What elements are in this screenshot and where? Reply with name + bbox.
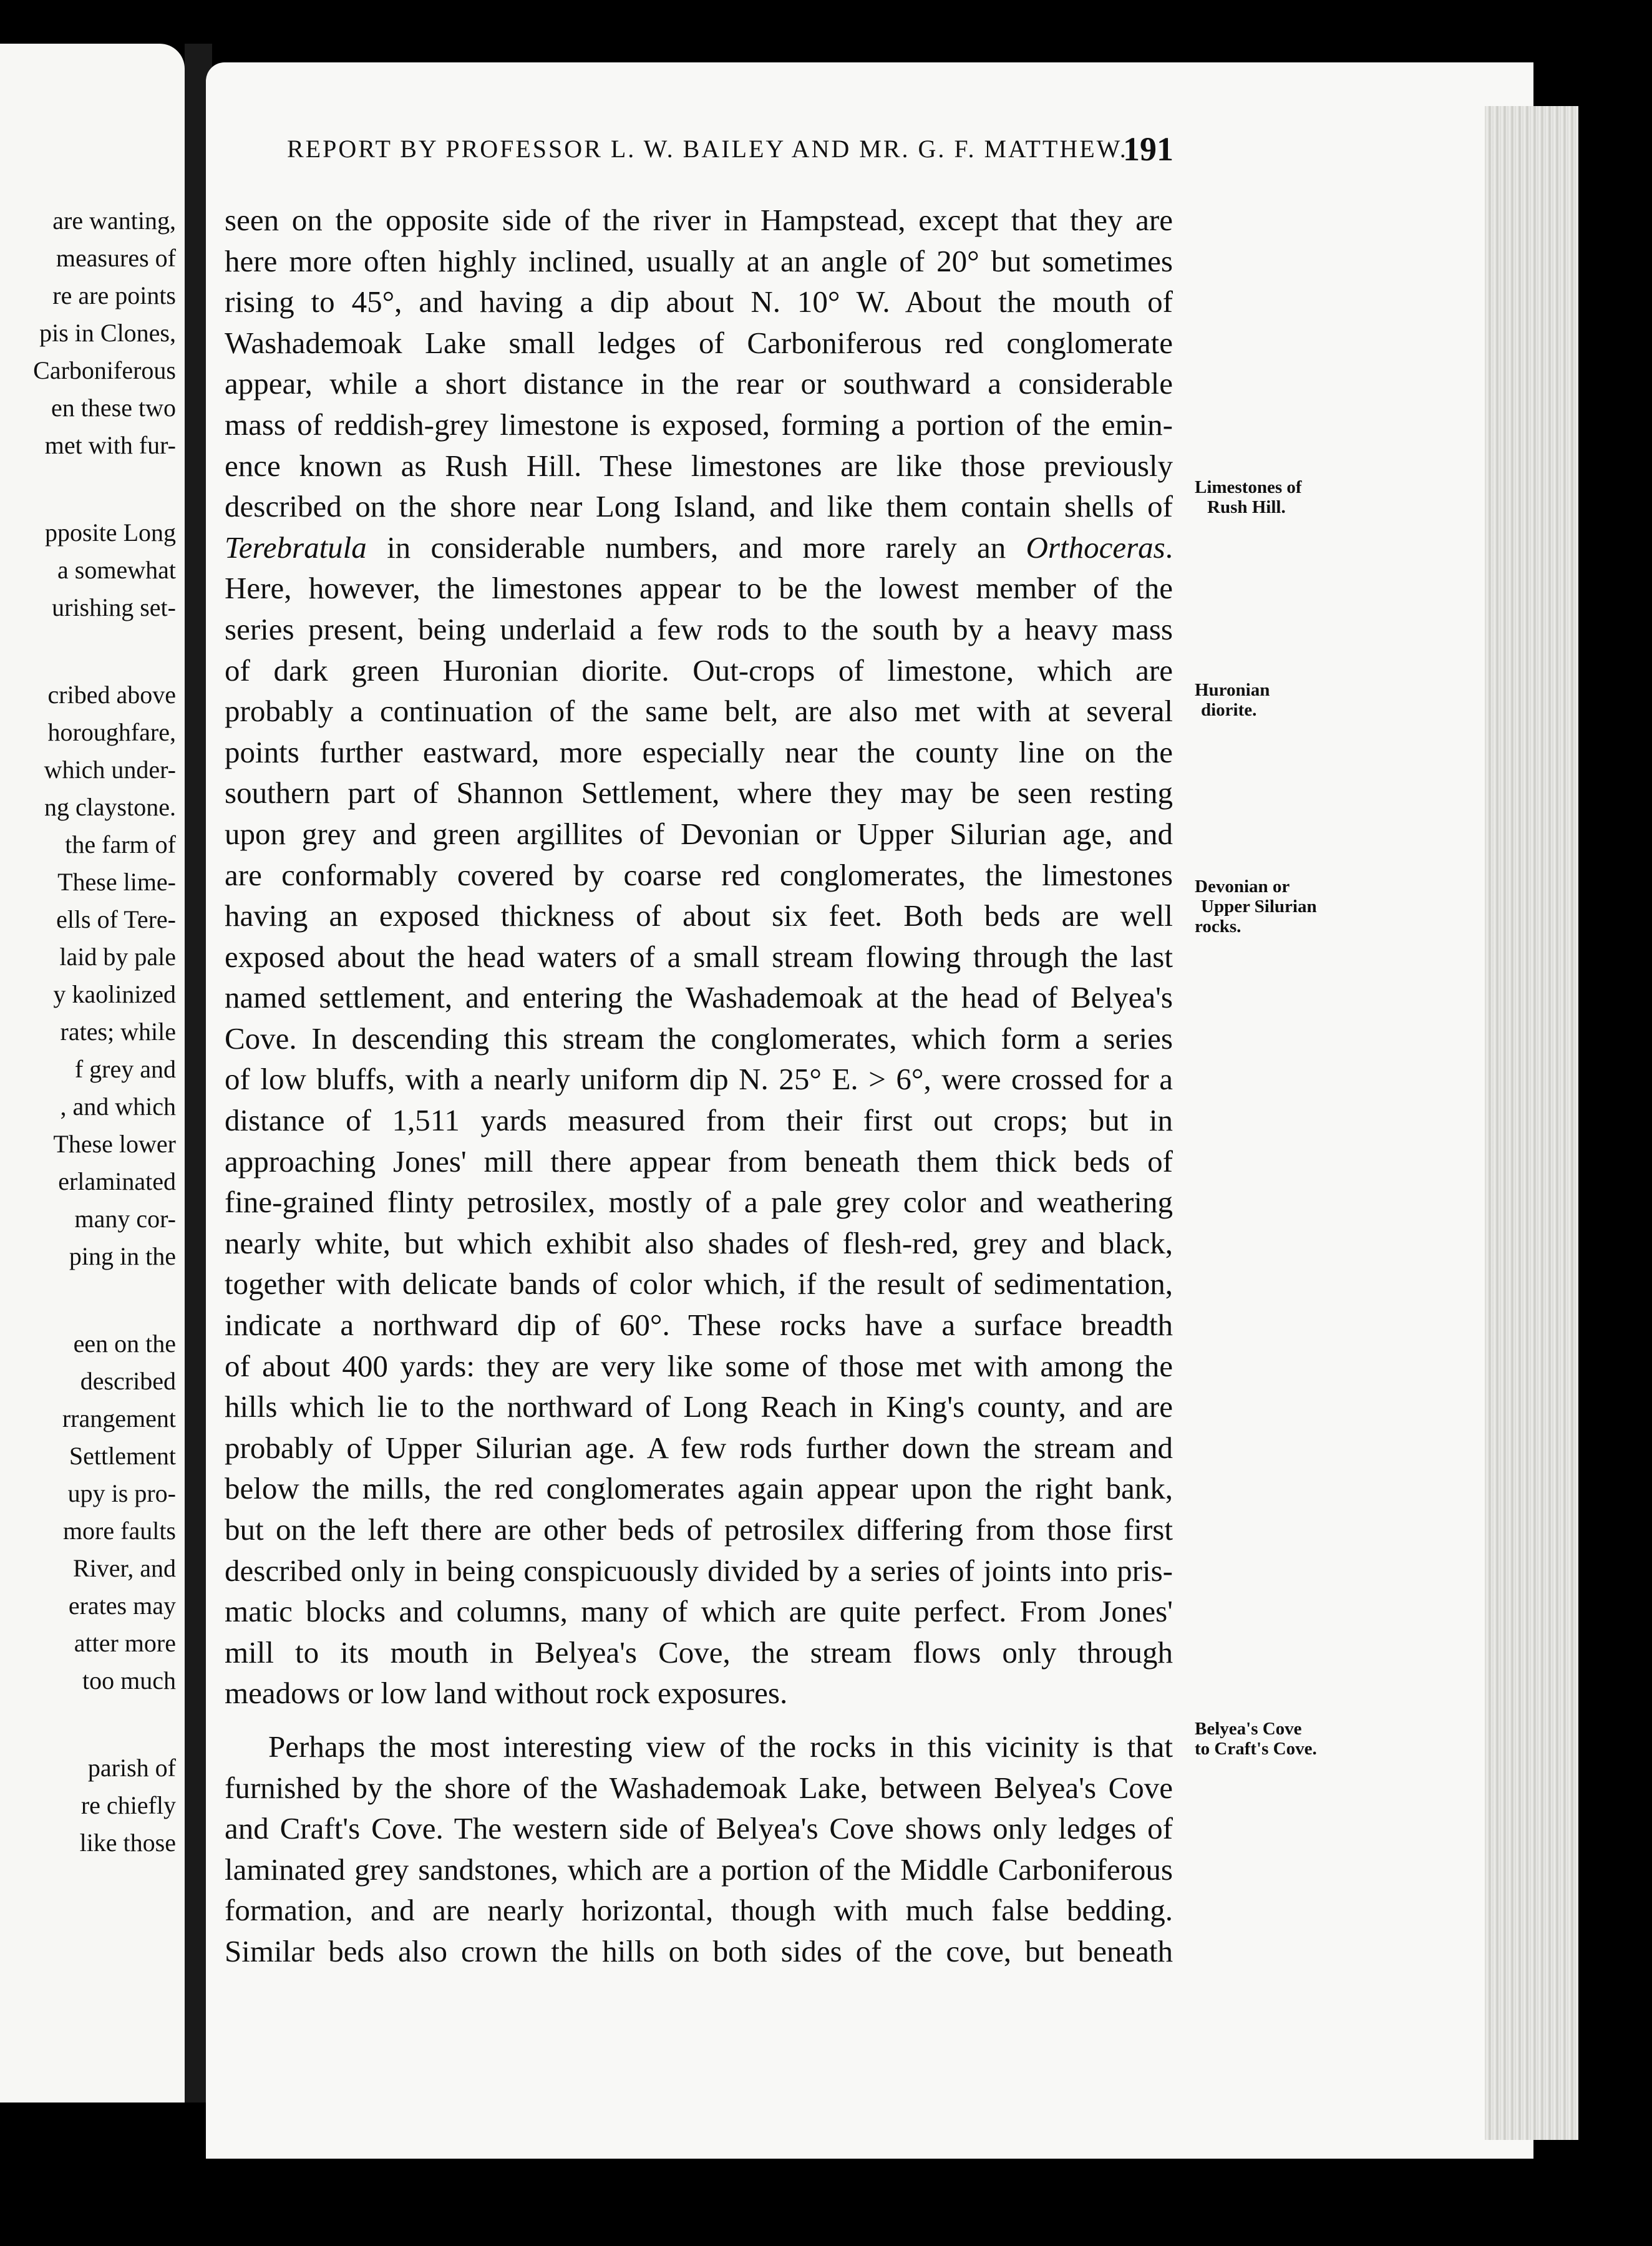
facing-page-line: ells of Tere- bbox=[56, 905, 176, 933]
text-line: formation, and are nearly horizontal, though with much false bedding. bbox=[225, 1893, 1173, 1928]
facing-page bbox=[0, 44, 185, 2103]
facing-page-line: cribed above bbox=[47, 681, 176, 709]
text-line: indicate a northward dip of 60°. These rocks have a surface breadth bbox=[225, 1308, 1173, 1343]
text-line: ence known as Rush Hill. These limestones are like those previously bbox=[225, 448, 1173, 483]
text-line: fine-grained flinty petrosilex, mostly of a pale grey color and weathering bbox=[225, 1185, 1173, 1220]
text-line: and Craft's Cove. The western side of Belyea's Cove shows only ledges of bbox=[225, 1811, 1173, 1846]
text-line: described on the shore near Long Island, and like them contain shells of bbox=[225, 489, 1173, 524]
facing-page-line: erlaminated bbox=[58, 1167, 176, 1195]
text-line: Terebratula in considerable numbers, and more rarely an Orthoceras. bbox=[225, 530, 1173, 565]
margin-note-line: Limestones of bbox=[1195, 477, 1302, 497]
facing-page-line: more faults bbox=[62, 1517, 176, 1545]
margin-note-line: Rush Hill. bbox=[1207, 497, 1286, 517]
page-edges bbox=[1485, 106, 1578, 2140]
text-line: are conformably covered by coarse red conglomerates, the limestones bbox=[225, 857, 1173, 892]
facing-page-line: River, and bbox=[72, 1554, 176, 1582]
text-line: laminated grey sandstones, which are a portion of the Middle Carboniferous bbox=[225, 1852, 1173, 1887]
facing-page-line: measures of bbox=[56, 244, 176, 272]
running-head: REPORT BY PROFESSOR L. W. BAILEY AND MR. G. F. MATTHEW. bbox=[287, 135, 1128, 163]
margin-note-line: Upper Silurian bbox=[1201, 897, 1317, 916]
facing-page-line: en these two bbox=[51, 394, 176, 422]
text-line: meadows or low land without rock exposures. bbox=[225, 1676, 788, 1711]
text-line: furnished by the shore of the Washademoak Lake, between Belyea's Cove bbox=[225, 1770, 1173, 1805]
facing-page-line: atter more bbox=[74, 1629, 176, 1657]
margin-note-devonian bbox=[1195, 877, 1317, 936]
facing-page-line: many cor- bbox=[74, 1205, 176, 1233]
facing-page-line: met with fur- bbox=[44, 431, 176, 459]
text-line: upon grey and green argillites of Devonian or Upper Silurian age, and bbox=[225, 816, 1173, 851]
facing-page-line: f grey and bbox=[74, 1055, 176, 1083]
facing-page-line: pposite Long bbox=[45, 518, 176, 547]
page-number: 191 bbox=[1123, 130, 1173, 168]
text-line: mass of reddish-grey limestone is exposed, forming a portion of the emin- bbox=[225, 407, 1173, 442]
margin-note-huronian bbox=[1195, 680, 1270, 720]
facing-page-line: urishing set- bbox=[52, 593, 176, 621]
text-line: seen on the opposite side of the river in Hampstead, except that they are bbox=[225, 203, 1173, 237]
text-line: hills which lie to the northward of Long Reach in King's county, and are bbox=[225, 1389, 1173, 1424]
facing-page-line: re are points bbox=[52, 281, 176, 309]
text-line: matic blocks and columns, many of which are quite perfect. From Jones' bbox=[225, 1594, 1173, 1629]
margin-note-line: Belyea's Cove bbox=[1195, 1719, 1302, 1739]
text-line: probably a continuation of the same belt, are also met with at several bbox=[225, 694, 1173, 729]
facing-page-line: rates; while bbox=[60, 1018, 176, 1046]
facing-page-line: ng claystone. bbox=[44, 793, 176, 821]
facing-page-line: like those bbox=[79, 1829, 176, 1857]
facing-page-line: parish of bbox=[87, 1754, 176, 1782]
text-line: rising to 45°, and having a dip about N. 10° W. About the mouth of bbox=[225, 284, 1173, 319]
margin-note-rush-hill bbox=[1195, 477, 1302, 517]
margin-note-line: Devonian or bbox=[1195, 877, 1290, 897]
facing-page-line: rrangement bbox=[62, 1404, 176, 1432]
text-line: having an exposed thickness of about six feet. Both beds are well bbox=[225, 898, 1173, 933]
body-text bbox=[225, 200, 1173, 1972]
facing-page-line: upy is pro- bbox=[67, 1479, 176, 1507]
text-line: Similar beds also crown the hills on both sides of the cove, but beneath bbox=[225, 1933, 1173, 1968]
text-line: described only in being conspicuously divided by a series of joints into pris- bbox=[225, 1553, 1173, 1588]
facing-page-line: re chiefly bbox=[80, 1791, 176, 1819]
margin-note-line: rocks. bbox=[1195, 916, 1241, 936]
facing-page-line: , and which bbox=[60, 1092, 176, 1121]
facing-page-line: Carboniferous bbox=[33, 356, 176, 384]
facing-page-line: een on the bbox=[73, 1330, 176, 1358]
text-line: together with delicate bands of color which, if the result of sedimentation, bbox=[225, 1266, 1173, 1301]
margin-note-belyeas-cove bbox=[1195, 1719, 1317, 1759]
margin-note-line: diorite. bbox=[1201, 700, 1257, 720]
facing-page-line: a somewhat bbox=[57, 556, 176, 584]
facing-page-line: the farm of bbox=[65, 830, 176, 858]
facing-page-line: described bbox=[80, 1367, 176, 1395]
facing-page-line: are wanting, bbox=[52, 207, 176, 235]
facing-page-line: pis in Clones, bbox=[39, 319, 176, 347]
text-line: of low bluffs, with a nearly uniform dip N. 25° E. > 6°, were crossed for a bbox=[225, 1062, 1173, 1097]
text-line: appear, while a short distance in the rear or southward a considerable bbox=[225, 366, 1173, 401]
facing-page-line: erates may bbox=[68, 1592, 176, 1620]
text-line: points further eastward, more especially near the county line on the bbox=[225, 734, 1173, 769]
facing-page-line: These lower bbox=[53, 1130, 176, 1158]
text-line: nearly white, but which exhibit also shades of flesh-red, grey and black, bbox=[225, 1225, 1173, 1260]
text-line: distance of 1,511 yards measured from their first out crops; but in bbox=[225, 1103, 1173, 1138]
text-line: probably of Upper Silurian age. A few rods further down the stream and bbox=[225, 1430, 1173, 1465]
facing-page-line: horoughfare, bbox=[47, 718, 176, 746]
text-line: but on the left there are other beds of petrosilex differing from those first bbox=[225, 1512, 1173, 1547]
text-line: of about 400 yards: they are very like some of those met with among the bbox=[225, 1348, 1173, 1383]
text-line: series present, being underlaid a few rods to the south by a heavy mass bbox=[225, 611, 1173, 646]
text-line: approaching Jones' mill there appear from beneath them thick beds of bbox=[225, 1144, 1173, 1179]
facing-page-line: Settlement bbox=[69, 1442, 176, 1470]
text-line: below the mills, the red conglomerates again appear upon the right bank, bbox=[225, 1471, 1173, 1506]
facing-page-line: laid by pale bbox=[59, 943, 176, 971]
margin-note-line: Huronian bbox=[1195, 680, 1270, 700]
text-line: of dark green Huronian diorite. Out-crops of limestone, which are bbox=[225, 653, 1173, 688]
text-line: named settlement, and entering the Washademoak at the head of Belyea's bbox=[225, 980, 1173, 1015]
facing-page-line: ping in the bbox=[69, 1242, 176, 1270]
text-line: exposed about the head waters of a small stream flowing through the last bbox=[225, 939, 1173, 974]
facing-page-line: These lime- bbox=[57, 868, 176, 896]
text-line: Here, however, the limestones appear to be the lowest member of the bbox=[225, 571, 1173, 606]
facing-page-line: which under- bbox=[44, 756, 176, 784]
facing-page-line: y kaolinized bbox=[53, 980, 176, 1008]
text-line: Cove. In descending this stream the conglomerates, which form a series bbox=[225, 1021, 1173, 1056]
margin-note-line: to Craft's Cove. bbox=[1195, 1739, 1317, 1759]
text-line: mill to its mouth in Belyea's Cove, the stream flows only through bbox=[225, 1635, 1173, 1670]
facing-page-line: too much bbox=[82, 1666, 176, 1694]
text-line: southern part of Shannon Settlement, where they may be seen resting bbox=[225, 775, 1173, 810]
text-line: Washademoak Lake small ledges of Carboniferous red conglomerate bbox=[225, 325, 1173, 360]
text-line: here more often highly inclined, usually at an angle of 20° but sometimes bbox=[225, 243, 1173, 278]
text-line: Perhaps the most interesting view of the rocks in this vicinity is that bbox=[268, 1729, 1173, 1764]
